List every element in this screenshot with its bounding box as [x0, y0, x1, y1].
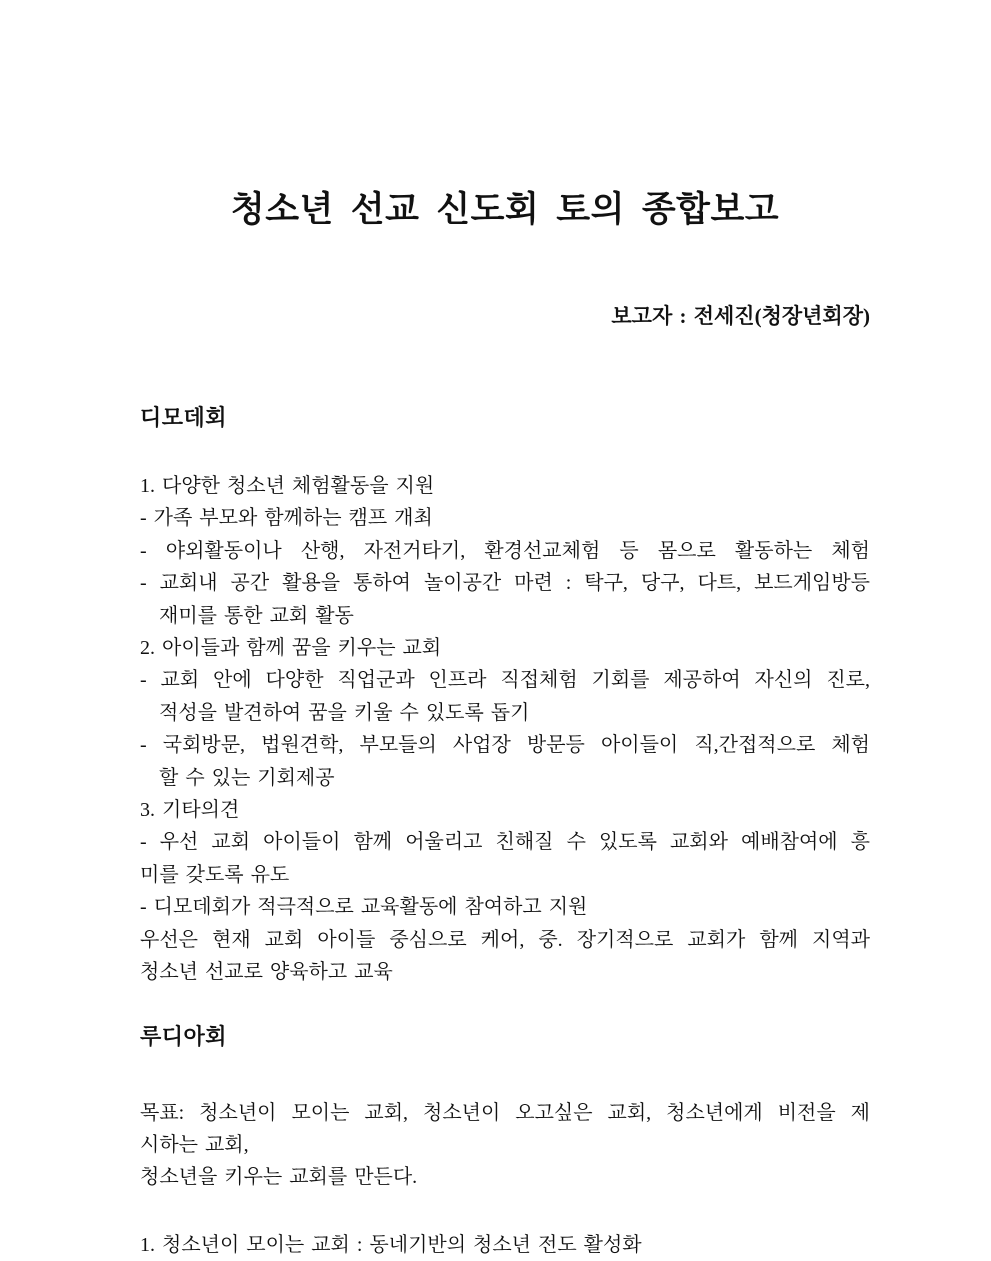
body-line: 시하는 교회,	[140, 1129, 870, 1161]
body-line: - 우선 교회 아이들이 함께 어울리고 친해질 수 있도록 교회와 예배참여에 흥	[140, 826, 870, 858]
section-body-lydia	[140, 1097, 870, 1261]
body-line: - 가족 부모와 함께하는 캠프 개최	[140, 502, 870, 534]
body-line: 1. 다양한 청소년 체험활동을 지원	[140, 470, 870, 502]
body-line: - 교회내 공간 활용을 통하여 놀이공간 마련 : 탁구, 당구, 다트, 보드게임방등	[140, 567, 870, 599]
section-heading-timothy: 디모데회	[140, 403, 870, 433]
body-line: 재미를 통한 교회 활동	[140, 600, 870, 632]
body-line: 할 수 있는 기회제공	[140, 762, 870, 794]
body-line: 청소년 선교로 양육하고 교육	[140, 956, 870, 988]
section-heading-lydia: 루디아회	[140, 1022, 870, 1052]
document-title: 청소년 선교 신도회 토의 종합보고	[140, 185, 870, 235]
body-line: - 야외활동이나 산행, 자전거타기, 환경선교체험 등 몸으로 활동하는 체험	[140, 535, 870, 567]
body-line: - 교회 안에 다양한 직업군과 인프라 직접체험 기회를 제공하여 자신의 진로,	[140, 664, 870, 696]
body-line: - 디모데회가 적극적으로 교육활동에 참여하고 지원	[140, 891, 870, 923]
body-line: 미를 갖도록 유도	[140, 859, 870, 891]
section-body-timothy	[140, 470, 870, 989]
body-line: - 국회방문, 법원견학, 부모들의 사업장 방문등 아이들이 직,간접적으로 체험	[140, 729, 870, 761]
body-line: 적성을 발견하여 꿈을 키울 수 있도록 돕기	[140, 697, 870, 729]
reporter-line: 보고자 : 전세진(청장년회장)	[140, 302, 870, 330]
body-line: 1. 청소년이 모이는 교회 : 동네기반의 청소년 전도 활성화	[140, 1229, 870, 1261]
body-line: 목표: 청소년이 모이는 교회, 청소년이 오고싶은 교회, 청소년에게 비전을 제	[140, 1097, 870, 1129]
body-line: 청소년을 키우는 교회를 만든다.	[140, 1161, 870, 1193]
body-line: 2. 아이들과 함께 꿈을 키우는 교회	[140, 632, 870, 664]
body-line: 우선은 현재 교회 아이들 중심으로 케어, 중. 장기적으로 교회가 함께 지역과	[140, 924, 870, 956]
body-line: 3. 기타의견	[140, 794, 870, 826]
